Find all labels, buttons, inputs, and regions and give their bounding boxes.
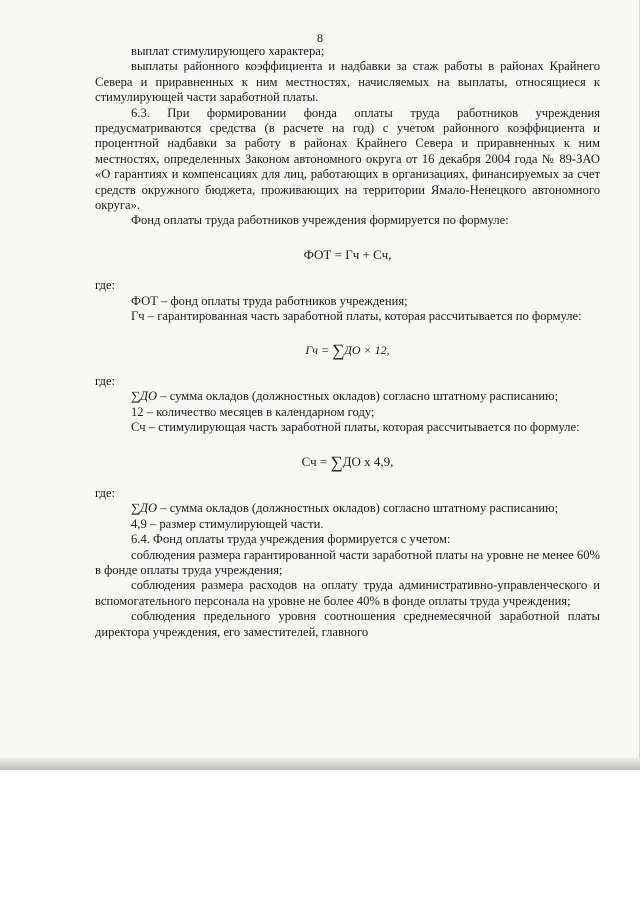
formula-left: Сч = <box>301 453 328 469</box>
formula-left: Гч = <box>305 342 330 357</box>
definition: Гч – гарантированная часть заработной платы, которая рассчитывается по формуле: <box>131 309 582 324</box>
where-label: где: <box>95 278 116 293</box>
definition-text: – сумма окладов (должностных окладов) согласно штатному расписанию; <box>157 501 559 516</box>
definition: Сч – стимулирующая часть заработной платы, которая рассчитывается по формуле: <box>131 420 580 435</box>
formula-fot: ФОТ = Гч + Сч, <box>303 246 392 262</box>
paragraph: Фонд оплаты труда работников учреждения формируется по формуле: <box>131 213 509 228</box>
where-label: где: <box>95 485 116 500</box>
definition: 4,9 – размер стимулирующей части. <box>131 516 324 531</box>
definition-text: – сумма окладов (должностных окладов) согласно штатному расписанию; <box>157 389 559 404</box>
page-edge-shadow <box>0 758 640 770</box>
formula-sch <box>95 454 600 470</box>
sum-symbol: ∑ <box>330 452 343 472</box>
formula-right: ДО x 4,9, <box>342 453 394 469</box>
document-body <box>95 44 600 640</box>
paragraph: выплат стимулирующего характера; <box>131 44 325 58</box>
paragraph: 6.4. Фонд оплаты труда учреждения формируется с учетом: <box>131 532 451 547</box>
paragraph: соблюдения размера гарантированной части заработной платы на уровне не менее 60% в фонде оплаты труда учреждения; <box>95 547 600 577</box>
formula-gch <box>95 340 600 360</box>
definition: ФОТ – фонд оплаты труда работников учреждения; <box>131 293 408 308</box>
paragraph: соблюдения размера расходов на оплату труда административно-управленческого и вспомогательного персонала на уровне не более 40% в фонде оплаты труда учреждения; <box>95 578 600 608</box>
paragraph: соблюдения предельного уровня соотношения среднемесячной заработной платы директора учреждения, его заместителей, главного <box>95 609 600 639</box>
definition <box>95 389 600 404</box>
paragraph: выплаты районного коэффициента и надбавки за стаж работы в районах Крайнего Севера и приравненных к ним местностях, начисляемых на выплаты, относящиеся к стимулирующей части заработной платы. <box>95 59 600 105</box>
sum-symbol: ∑ <box>332 340 345 360</box>
definition <box>95 501 600 516</box>
sum-term: ∑ДО <box>131 501 158 516</box>
page-number: 8 <box>317 31 323 45</box>
formula-right: ДО × 12, <box>344 342 390 357</box>
where-label: где: <box>95 373 116 388</box>
sum-term: ∑ДО <box>131 389 158 404</box>
definition: 12 – количество месяцев в календарном году; <box>131 404 375 419</box>
paragraph: 6.3. При формировании фонда оплаты труда работников учреждения предусматриваются средства (в расчете на год) с учетом районного коэффициента и процентной надбавки за работу в районах Крайнего Севера и приравненных к ним местностях, определенных Законом автономного округа от 16 декабря 2004 года № 89-ЗАО «О гарантиях и компенсациях для лиц, работающих в организациях, финансируемых за счет средств окружного бюджета, проживающих на территории Ямало-Ненецкого автономного округа». <box>95 105 600 213</box>
